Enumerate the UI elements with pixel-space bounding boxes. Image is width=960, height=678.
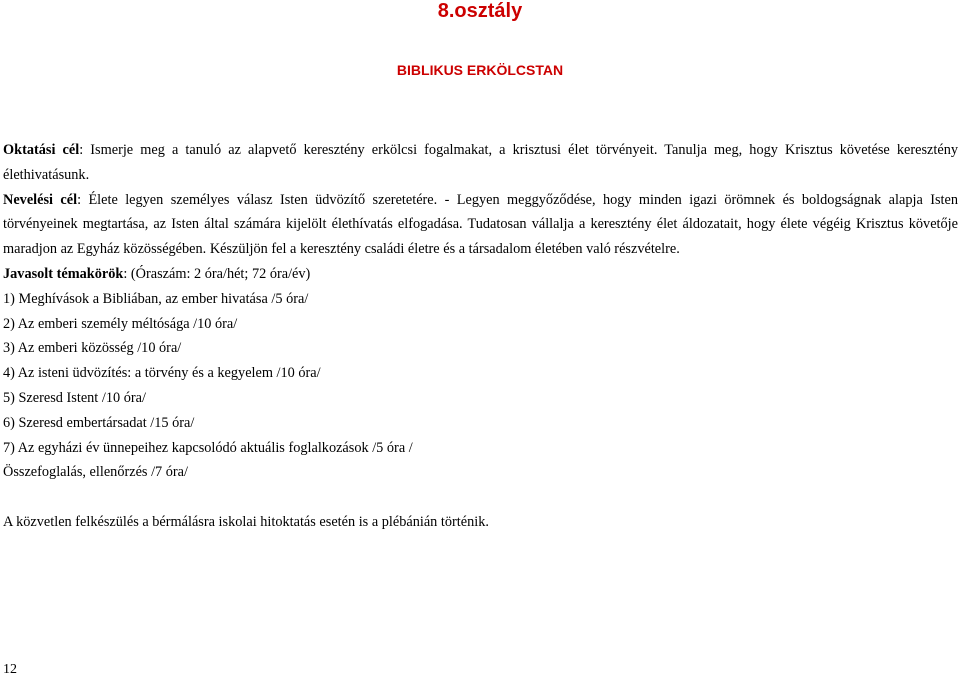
education-goal-text: : Élete legyen személyes válasz Isten üdvözítő szeretetére. - Legyen meggyőződése, hogy minden igazi örömnek és boldogságnak alapja Isten törvényeinek megtartása, az Isten által számára kijelölt élethívatás elfogadása. Tudatosan vállalja a keresztény élet áldozatait, hogy élete végéig Krisztus követője maradjon az Egyház közösségében. Készüljön fel a keresztény családi életre és a társadalom életében való részvételre. [3,191,958,258]
education-goal-label: Nevelési cél [3,191,78,208]
topic-item: 6) Szeresd embertársadat /15 óra/ [3,414,195,431]
page-title: 8.osztály [437,0,523,22]
topics-heading [3,262,958,287]
topic-item: 2) Az emberi személy méltósága /10 óra/ [3,315,238,332]
subject-title: BIBLIKUS ERKÖLCSTAN [396,62,564,78]
topic-item: 3) Az emberi közösség /10 óra/ [3,340,182,357]
closing-note: A közvetlen felkészülés a bérmálásra iskolai hitoktatás esetén is a plébánián történik. [3,513,489,530]
topics-hours: : (Óraszám: 2 óra/hét; 72 óra/év) [123,265,311,282]
topic-item: Összefoglalás, ellenőrzés /7 óra/ [3,464,188,481]
page-number: 12 [3,662,17,677]
topics-label: Javasolt témakörök [3,265,124,282]
topics-list [3,287,958,485]
spacer [3,485,958,510]
topic-item: 5) Szeresd Istent /10 óra/ [3,389,146,406]
teaching-goal-paragraph [3,138,958,188]
topic-item: 1) Meghívások a Bibliában, az ember hivatása /5 óra/ [3,290,309,307]
document-body [3,138,958,535]
topic-item: 7) Az egyházi év ünnepeihez kapcsolódó aktuális foglalkozások /5 óra / [3,439,413,456]
teaching-goal-label: Oktatási cél [3,142,80,158]
teaching-goal-text: : Ismerje meg a tanuló az alapvető keresztény erkölcsi fogalmakat, a krisztusi élet törvényeit. Tanulja meg, hogy Krisztus követése keresztény élethivatásunk. [3,142,959,183]
education-goal-paragraph [3,188,958,262]
topic-item: 4) Az isteni üdvözítés: a törvény és a kegyelem /10 óra/ [3,365,321,382]
